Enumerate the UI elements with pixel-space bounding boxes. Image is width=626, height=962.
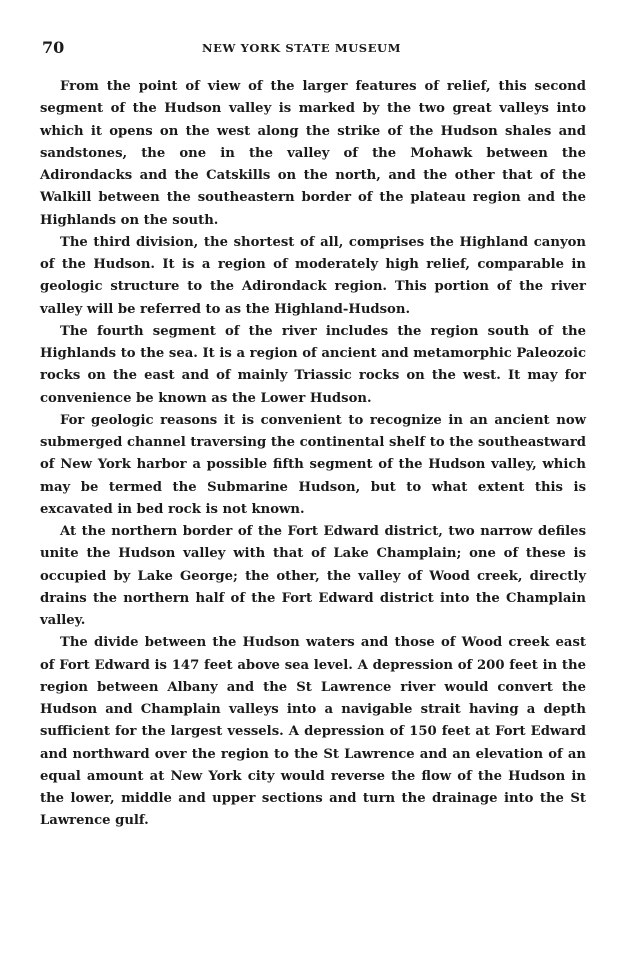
page-header: [42, 38, 588, 58]
paragraph-fourth-segment: The fourth segment of the river includes the region south of the Highlands to the sea. It is a region of ancient and metamorphic Paleozoic rocks on the east and of mainly Triassic rocks on the west. It may for convenience be known as the Lower Hudson.: [40, 323, 586, 406]
paragraph-third-division: The third division, the shortest of all, comprises the Highland canyon of the Hudson. It is a region of moderately high relief, comparable in geologic structure to the Adirondack region. This portion of the river valley will be referred to as the Highland-Hudson.: [40, 234, 586, 317]
paragraph-divide: The divide between the Hudson waters and those of Wood creek east of Fort Edward is 147 feet above sea level. A depression of 200 feet in the region between Albany and the St Lawrence river would convert the Hudson and Champlain valleys into a navigable strait having a depth sufficient for the largest vessels. A depression of 150 feet at Fort Edward and northward over the region to the St Lawrence and an elevation of an equal amount at New York city would reverse the flow of the Hudson in the lower, middle and upper sections and turn the drainage into the St Lawrence gulf.: [40, 635, 586, 829]
page-number: 70: [42, 38, 65, 57]
running-head: NEW YORK STATE MUSEUM: [202, 41, 402, 55]
paragraph-relief: From the point of view of the larger features of relief, this second segment of the Hudson valley is marked by the two great valleys into which it opens on the west along the strike of the Hudson shales and sandstones, the one in the valley of the Mohawk between the Adirondacks and the Catskills on the north, and the other that of the Walkill between the southeastern border of the plateau region and the Highlands on the south.: [40, 79, 586, 228]
body-text: [40, 76, 586, 833]
paragraph-submarine-hudson: For geologic reasons it is convenient to recognize in an ancient now submerged channel traversing the continental shelf to the southeastward of New York harbor a possible fifth segment of the Hudson valley, which may be termed the Submarine Hudson, but to what extent this is excavated in bed rock is not known.: [40, 412, 586, 517]
paragraph-northern-border: At the northern border of the Fort Edward district, two narrow defiles unite the Hudson valley with that of Lake Champlain; one of these is occupied by Lake George; the other, the valley of Wood creek, directly drains the northern half of the Fort Edward district into the Champlain valley.: [40, 524, 586, 628]
